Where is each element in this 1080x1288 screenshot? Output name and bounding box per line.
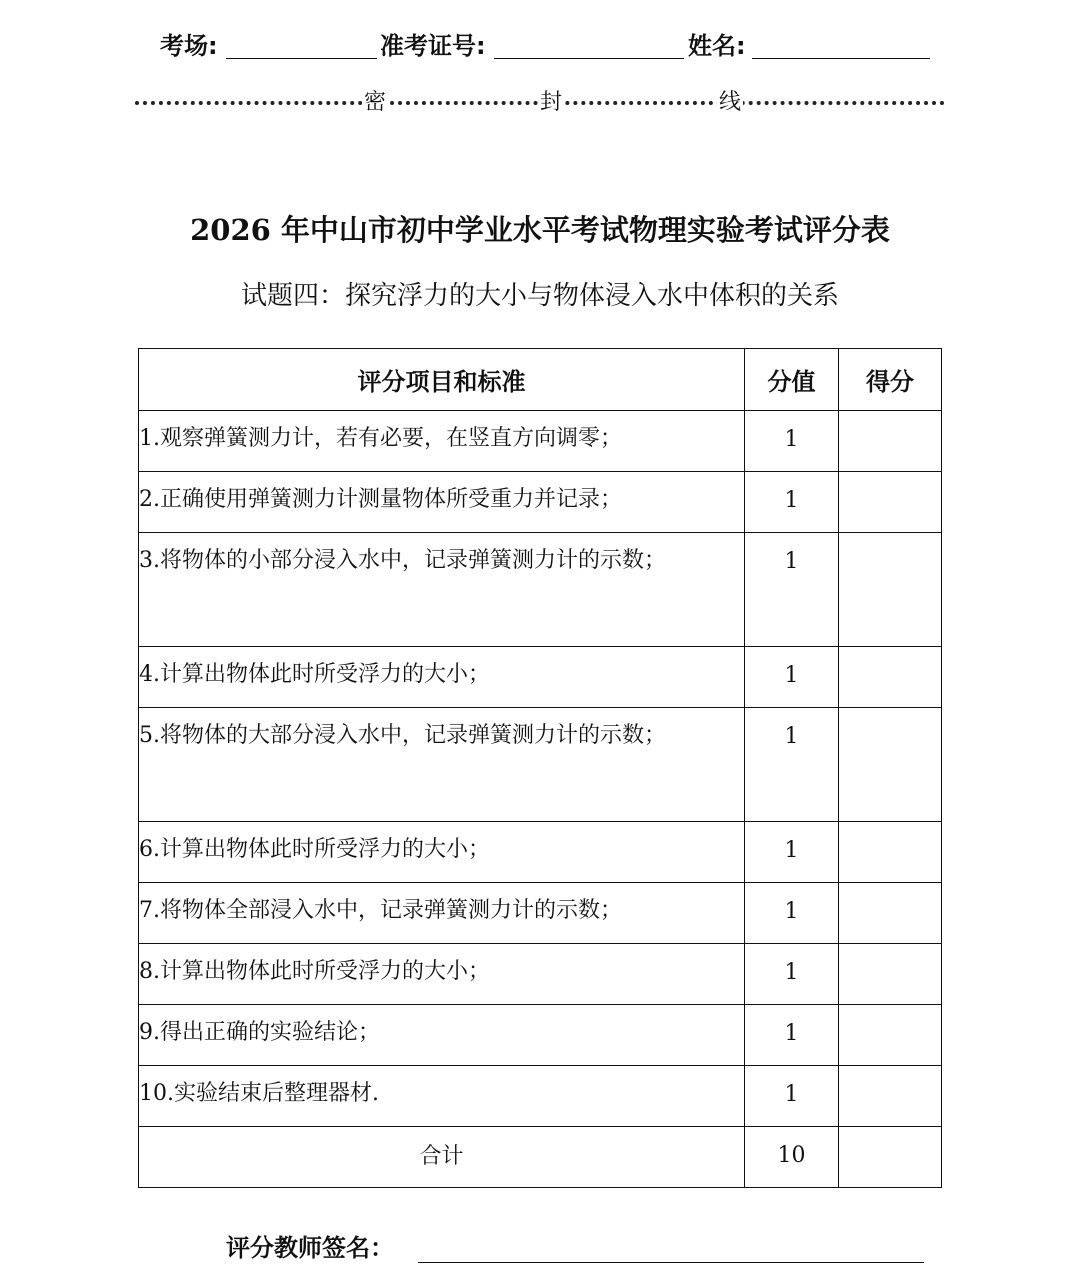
header-got: 得分	[839, 349, 942, 411]
name-field[interactable]	[752, 58, 930, 59]
table-row	[139, 472, 942, 533]
total-score: 10	[745, 1127, 839, 1188]
score-value: 1	[745, 708, 839, 822]
score-input-cell[interactable]	[839, 1066, 942, 1127]
page-title: 2026 年中山市初中学业水平考试物理实验考试评分表	[190, 213, 890, 247]
header-item: 评分项目和标准	[139, 349, 745, 411]
score-input-cell[interactable]	[839, 411, 942, 472]
score-value: 1	[745, 822, 839, 883]
criterion-cell	[139, 411, 745, 472]
score-input-cell[interactable]	[839, 708, 942, 822]
criterion-cell	[139, 883, 745, 944]
seal-char-mi: 密	[362, 86, 388, 120]
table-row	[139, 533, 942, 647]
criterion-text: 10.实验结束后整理器材.	[139, 1081, 379, 1106]
seal-line	[135, 86, 945, 122]
score-input-cell[interactable]	[839, 944, 942, 1005]
score-value: 1	[745, 944, 839, 1005]
table-row	[139, 944, 942, 1005]
seal-char-feng: 封	[538, 86, 564, 120]
criterion-cell	[139, 944, 745, 1005]
name-label: 姓名:	[688, 32, 746, 60]
score-value: 1	[745, 883, 839, 944]
criterion-text: 1.观察弹簧测力计，若有必要，在竖直方向调零；	[139, 426, 622, 451]
criterion-text: 7.将物体全部浸入水中，记录弹簧测力计的示数；	[139, 898, 622, 923]
signature-label: 评分教师签名：	[226, 1234, 394, 1262]
criterion-cell	[139, 822, 745, 883]
total-label: 合计	[139, 1127, 745, 1188]
criterion-cell	[139, 1066, 745, 1127]
criterion-text: 6.计算出物体此时所受浮力的大小；	[139, 837, 490, 862]
score-input-cell[interactable]	[839, 822, 942, 883]
score-value: 1	[745, 411, 839, 472]
score-input-cell[interactable]	[839, 533, 942, 647]
exam-room-field[interactable]	[226, 58, 377, 59]
table-row	[139, 708, 942, 822]
table-row	[139, 822, 942, 883]
criterion-cell	[139, 472, 745, 533]
scoring-table	[138, 348, 942, 1188]
page-subtitle: 试题四：探究浮力的大小与物体浸入水中体积的关系	[240, 281, 839, 311]
criterion-text: 8.计算出物体此时所受浮力的大小；	[139, 959, 490, 984]
table-header-row	[139, 349, 942, 411]
criterion-text: 2.正确使用弹簧测力计测量物体所受重力并记录；	[139, 487, 622, 512]
table-row	[139, 1066, 942, 1127]
table-row	[139, 411, 942, 472]
criterion-text: 5.将物体的大部分浸入水中，记录弹簧测力计的示数；	[139, 723, 666, 748]
signature-field[interactable]	[418, 1262, 924, 1263]
criterion-cell	[139, 533, 745, 647]
score-value: 1	[745, 1005, 839, 1066]
criterion-cell	[139, 647, 745, 708]
exam-header	[0, 28, 1080, 68]
table-row	[139, 883, 942, 944]
criterion-text: 9.得出正确的实验结论；	[139, 1020, 380, 1045]
score-input-cell[interactable]	[839, 647, 942, 708]
ticket-number-label: 准考证号:	[380, 32, 486, 60]
exam-room-label: 考场:	[160, 32, 218, 60]
table-row	[139, 647, 942, 708]
seal-char-xian: 线	[717, 86, 743, 120]
header-score: 分值	[745, 349, 839, 411]
criterion-text: 4.计算出物体此时所受浮力的大小；	[139, 662, 490, 687]
total-row	[139, 1127, 942, 1188]
criterion-cell	[139, 708, 745, 822]
score-input-cell[interactable]	[839, 883, 942, 944]
ticket-number-field[interactable]	[494, 58, 684, 59]
score-value: 1	[745, 533, 839, 647]
score-input-cell[interactable]	[839, 472, 942, 533]
table-row	[139, 1005, 942, 1066]
criterion-text: 3.将物体的小部分浸入水中，记录弹簧测力计的示数；	[139, 548, 666, 573]
score-value: 1	[745, 647, 839, 708]
score-input-cell[interactable]	[839, 1005, 942, 1066]
total-input-cell[interactable]	[839, 1127, 942, 1188]
criterion-cell	[139, 1005, 745, 1066]
score-value: 1	[745, 472, 839, 533]
score-value: 1	[745, 1066, 839, 1127]
